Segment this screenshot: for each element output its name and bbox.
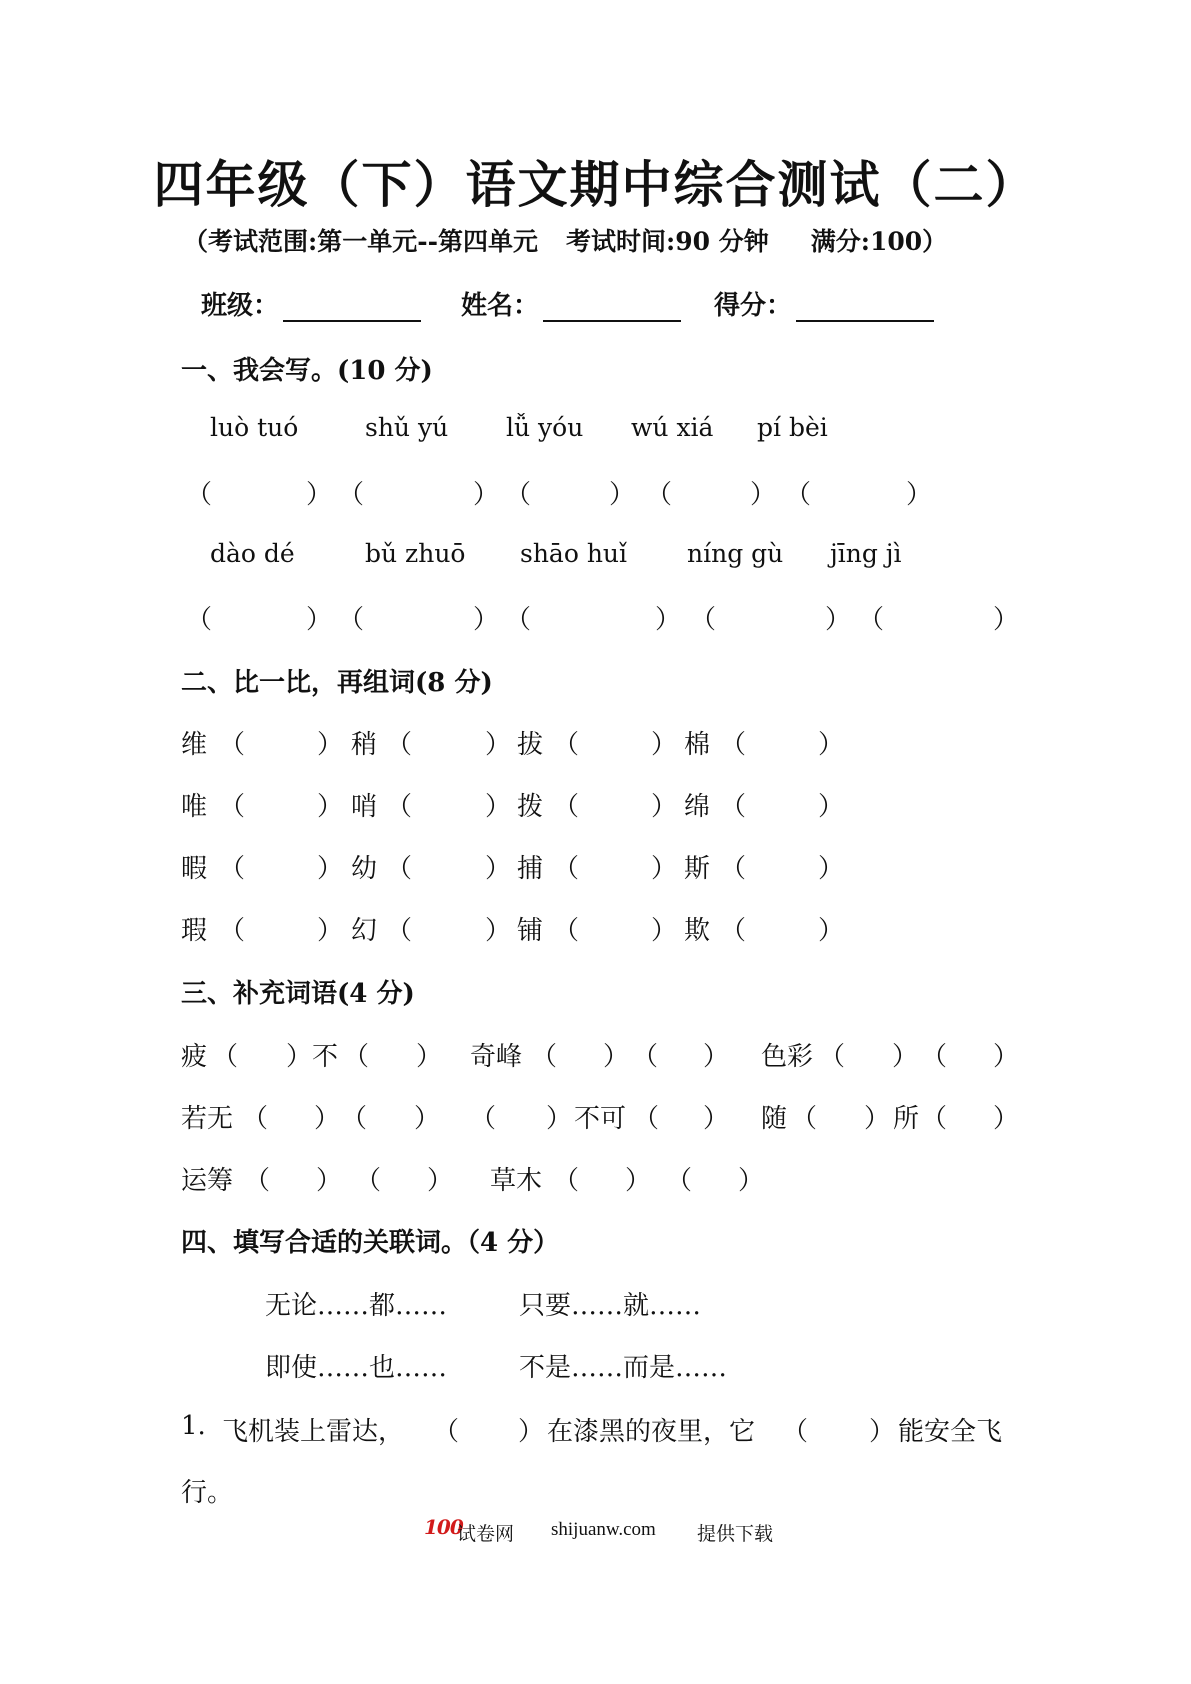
char: 绵 bbox=[684, 792, 711, 822]
page-title: 四年级（下）语文期中综合测试（二） bbox=[153, 155, 1038, 214]
exam-time: 考试时间:90 分钟 bbox=[565, 227, 769, 256]
score-label: 得分： bbox=[714, 291, 793, 321]
pinyin: wú xiá bbox=[631, 413, 714, 442]
paren-close: ） bbox=[869, 1417, 896, 1447]
question-text: 飞机装上雷达， bbox=[222, 1417, 405, 1447]
paren-open: （ bbox=[720, 730, 747, 760]
paren-open: （ bbox=[433, 1417, 460, 1447]
word-part: 运筹 bbox=[181, 1166, 234, 1196]
paren-open: （ bbox=[341, 1104, 368, 1134]
pinyin: luò tuó bbox=[210, 413, 299, 442]
question-text: 行。 bbox=[181, 1478, 234, 1508]
pinyin: dào dé bbox=[210, 539, 295, 568]
paren-close: ） bbox=[306, 605, 333, 635]
paren-open: （ bbox=[553, 1166, 580, 1196]
paren-close: ） bbox=[485, 854, 512, 884]
conjunction-option: 只要……就…… bbox=[519, 1291, 702, 1321]
download-note: 提供下载 bbox=[697, 1524, 774, 1545]
paren-open: （ bbox=[531, 1042, 558, 1072]
paren-open: （ bbox=[242, 1104, 269, 1134]
pinyin: lǚ yóu bbox=[506, 413, 584, 442]
pinyin: jīng jì bbox=[830, 539, 902, 568]
paren-open: （ bbox=[633, 1104, 660, 1134]
pinyin: pí bèi bbox=[757, 413, 828, 442]
paren-open: （ bbox=[690, 605, 717, 635]
paren-close: ） bbox=[518, 1417, 545, 1447]
paren-close: ） bbox=[427, 1166, 454, 1196]
word-part: 疲 bbox=[181, 1042, 208, 1072]
paren-open: （ bbox=[219, 792, 246, 822]
paren-open: （ bbox=[355, 1166, 382, 1196]
class-blank[interactable] bbox=[283, 294, 421, 322]
site-logo: 100 bbox=[424, 1515, 463, 1539]
paren-close: ） bbox=[738, 1166, 765, 1196]
conjunction-option: 无论……都…… bbox=[265, 1291, 448, 1321]
paren-close: ） bbox=[609, 480, 636, 510]
paren-open: （ bbox=[386, 792, 413, 822]
paren-open: （ bbox=[782, 1417, 809, 1447]
paren-close: ） bbox=[314, 1104, 341, 1134]
paren-open: （ bbox=[666, 1166, 693, 1196]
paren-open: （ bbox=[244, 1166, 271, 1196]
paren-open: （ bbox=[386, 730, 413, 760]
paren-open: （ bbox=[212, 1042, 239, 1072]
paren-close: ） bbox=[625, 1166, 652, 1196]
paren-open: （ bbox=[921, 1042, 948, 1072]
section4-heading: 四、填写合适的关联词。（4 分） bbox=[181, 1228, 560, 1258]
paren-open: （ bbox=[386, 854, 413, 884]
paren-close: ） bbox=[651, 916, 678, 946]
paren-open: （ bbox=[553, 916, 580, 946]
char: 维 bbox=[181, 730, 208, 760]
char: 棉 bbox=[684, 730, 711, 760]
name-label: 姓名： bbox=[461, 291, 540, 321]
char: 铺 bbox=[517, 916, 544, 946]
paren-close: ） bbox=[473, 605, 500, 635]
paren-close: ） bbox=[993, 1042, 1020, 1072]
paren-close: ） bbox=[546, 1104, 573, 1134]
name-field bbox=[461, 285, 681, 322]
word-part: 不可 bbox=[574, 1104, 627, 1134]
paren-open: （ bbox=[791, 1104, 818, 1134]
paren-open: （ bbox=[553, 854, 580, 884]
paren-open: （ bbox=[219, 916, 246, 946]
paren-open: （ bbox=[186, 480, 213, 510]
paren-open: （ bbox=[720, 854, 747, 884]
site-url[interactable]: shijuanw.com bbox=[551, 1519, 656, 1540]
paren-open: （ bbox=[720, 792, 747, 822]
word-part: 随 bbox=[761, 1104, 788, 1134]
score-blank[interactable] bbox=[796, 294, 934, 322]
paren-open: （ bbox=[505, 605, 532, 635]
pinyin: níng gù bbox=[687, 539, 784, 568]
question-number: 1. bbox=[181, 1411, 206, 1441]
paren-close: ） bbox=[416, 1042, 443, 1072]
paren-close: ） bbox=[603, 1042, 630, 1072]
word-part: 奇峰 bbox=[470, 1042, 523, 1072]
paren-open: （ bbox=[386, 916, 413, 946]
paren-close: ） bbox=[651, 792, 678, 822]
char: 斯 bbox=[684, 854, 711, 884]
paren-open: （ bbox=[219, 854, 246, 884]
section2-heading: 二、比一比，再组词(8 分) bbox=[181, 668, 493, 698]
section3-heading: 三、补充词语(4 分) bbox=[181, 979, 415, 1009]
paren-close: ） bbox=[414, 1104, 441, 1134]
paren-open: （ bbox=[343, 1042, 370, 1072]
class-field bbox=[201, 285, 421, 322]
paren-open: （ bbox=[338, 605, 365, 635]
word-part: 所 bbox=[893, 1104, 920, 1134]
paren-open: （ bbox=[553, 730, 580, 760]
char: 拨 bbox=[517, 792, 544, 822]
paren-open: （ bbox=[720, 916, 747, 946]
char: 幻 bbox=[351, 916, 378, 946]
exam-range: （考试范围:第一单元--第四单元 bbox=[183, 227, 538, 256]
score-field bbox=[714, 285, 934, 322]
paren-close: ） bbox=[317, 854, 344, 884]
paren-close: ） bbox=[317, 730, 344, 760]
char: 唯 bbox=[181, 792, 208, 822]
char: 瑕 bbox=[181, 916, 208, 946]
site-name: 试卷网 bbox=[457, 1524, 515, 1545]
paren-close: ） bbox=[993, 605, 1020, 635]
paren-close: ） bbox=[317, 916, 344, 946]
word-part: 若无 bbox=[181, 1104, 234, 1134]
exam-full-score: 满分:100） bbox=[810, 227, 948, 256]
paren-open: （ bbox=[338, 480, 365, 510]
char: 稍 bbox=[351, 730, 378, 760]
section1-heading: 一、我会写。(10 分) bbox=[181, 356, 433, 386]
char: 哨 bbox=[351, 792, 378, 822]
paren-close: ） bbox=[750, 480, 777, 510]
paren-open: （ bbox=[819, 1042, 846, 1072]
paren-close: ） bbox=[651, 854, 678, 884]
paren-open: （ bbox=[505, 480, 532, 510]
exam-subtitle bbox=[183, 222, 947, 258]
paren-close: ） bbox=[316, 1166, 343, 1196]
paren-close: ） bbox=[473, 480, 500, 510]
paren-close: ） bbox=[286, 1042, 313, 1072]
conjunction-option: 即使……也…… bbox=[265, 1353, 448, 1383]
question-text: 能安全飞 bbox=[898, 1417, 1003, 1447]
paren-open: （ bbox=[921, 1104, 948, 1134]
paren-close: ） bbox=[818, 916, 845, 946]
paren-open: （ bbox=[632, 1042, 659, 1072]
char: 暇 bbox=[181, 854, 208, 884]
pinyin: bǔ zhuō bbox=[365, 539, 466, 568]
paren-close: ） bbox=[485, 792, 512, 822]
paren-open: （ bbox=[186, 605, 213, 635]
paren-close: ） bbox=[864, 1104, 891, 1134]
word-part: 不 bbox=[312, 1042, 339, 1072]
paren-close: ） bbox=[703, 1042, 730, 1072]
paren-open: （ bbox=[219, 730, 246, 760]
paren-open: （ bbox=[785, 480, 812, 510]
paren-close: ） bbox=[485, 916, 512, 946]
char: 捕 bbox=[517, 854, 544, 884]
pinyin: shāo huǐ bbox=[520, 539, 628, 568]
paren-close: ） bbox=[655, 605, 682, 635]
paren-close: ） bbox=[906, 480, 933, 510]
char: 欺 bbox=[684, 916, 711, 946]
paren-close: ） bbox=[892, 1042, 919, 1072]
question-text: 在漆黑的夜里，它 bbox=[547, 1417, 756, 1447]
pinyin: shǔ yú bbox=[365, 413, 449, 442]
word-part: 色彩 bbox=[761, 1042, 814, 1072]
paren-close: ） bbox=[306, 480, 333, 510]
paren-close: ） bbox=[818, 730, 845, 760]
paren-close: ） bbox=[993, 1104, 1020, 1134]
paren-close: ） bbox=[703, 1104, 730, 1134]
paren-close: ） bbox=[317, 792, 344, 822]
paren-close: ） bbox=[825, 605, 852, 635]
char: 幼 bbox=[351, 854, 378, 884]
char: 拔 bbox=[517, 730, 544, 760]
paren-close: ） bbox=[818, 854, 845, 884]
paren-open: （ bbox=[470, 1104, 497, 1134]
paren-open: （ bbox=[646, 480, 673, 510]
name-blank[interactable] bbox=[543, 294, 681, 322]
paren-close: ） bbox=[818, 792, 845, 822]
paren-open: （ bbox=[858, 605, 885, 635]
paren-open: （ bbox=[553, 792, 580, 822]
paren-close: ） bbox=[651, 730, 678, 760]
word-part: 草木 bbox=[490, 1166, 543, 1196]
class-label: 班级： bbox=[201, 291, 280, 321]
conjunction-option: 不是……而是…… bbox=[519, 1353, 728, 1383]
paren-close: ） bbox=[485, 730, 512, 760]
